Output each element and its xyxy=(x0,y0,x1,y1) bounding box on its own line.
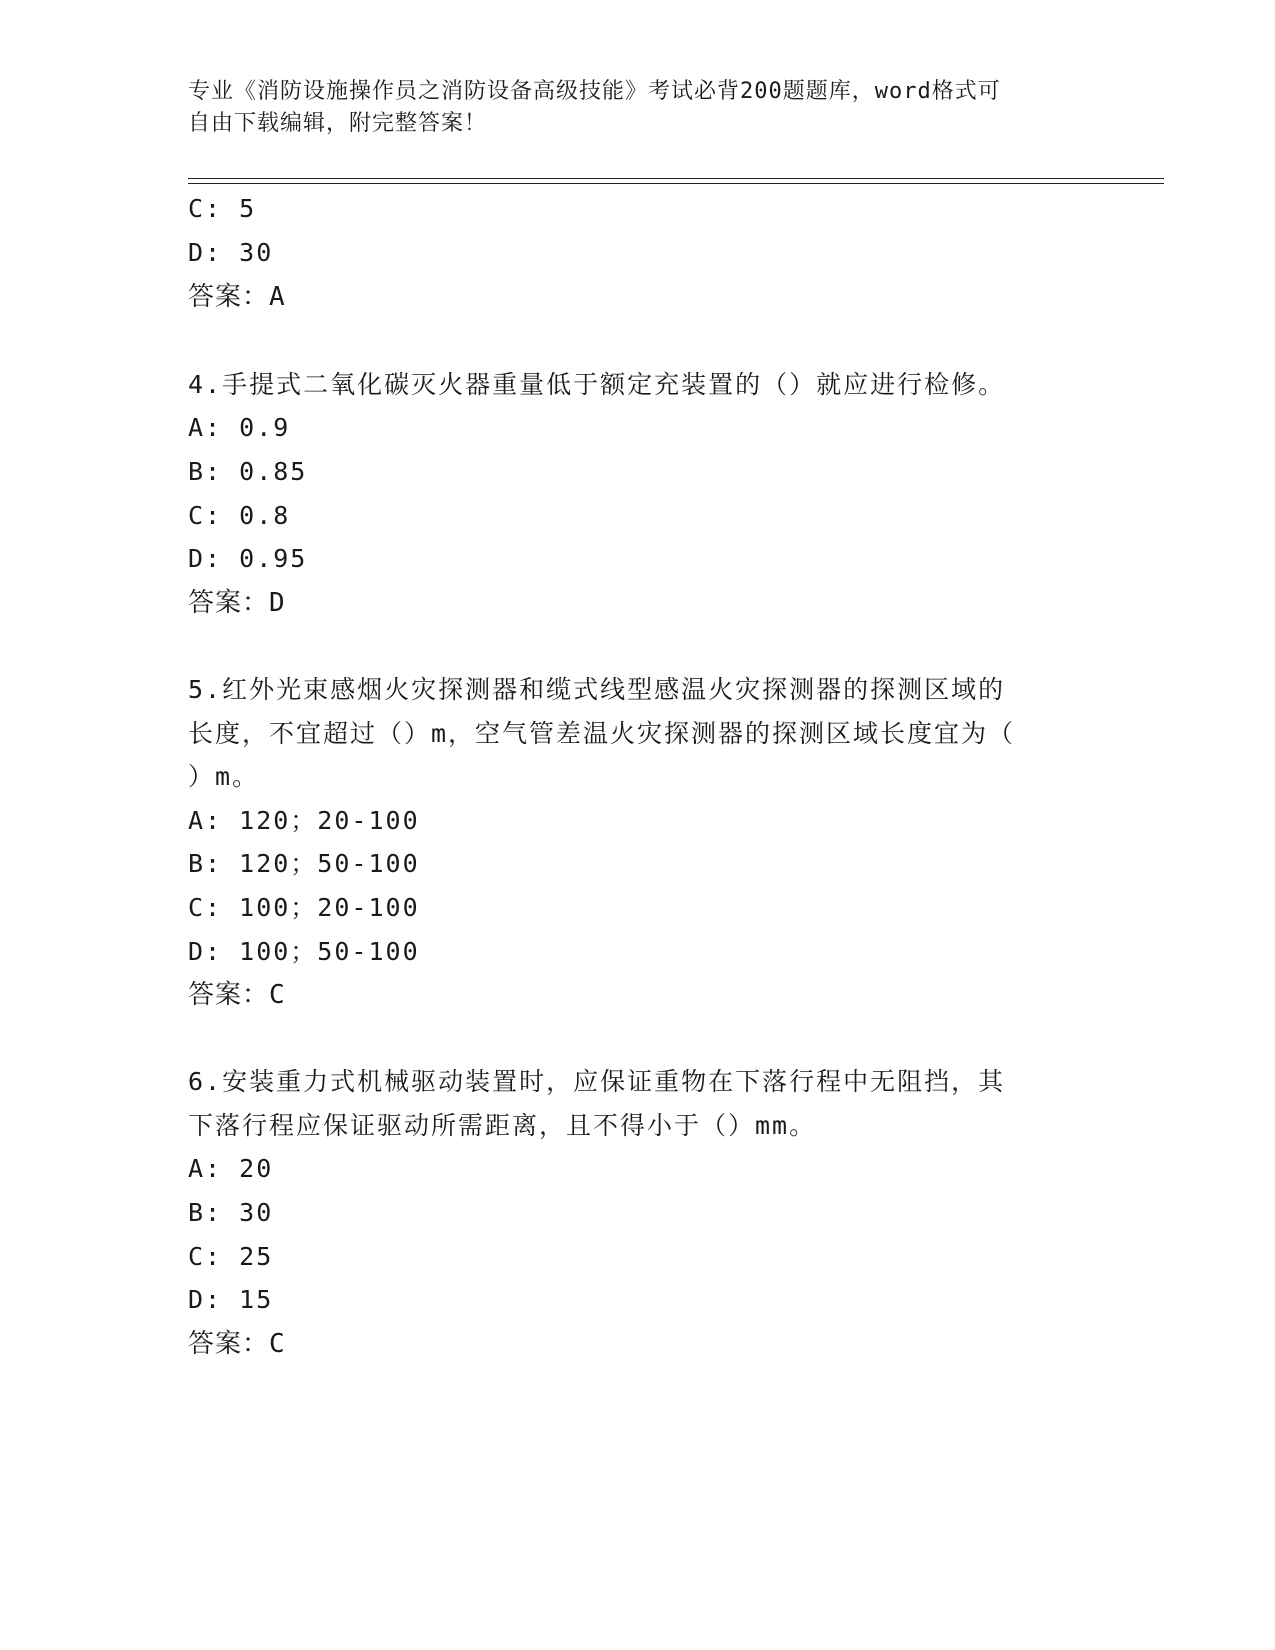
q6-option-c: C: 25 xyxy=(188,1242,274,1271)
q6-option-a: A: 20 xyxy=(188,1154,274,1183)
prev-option-c: C: 5 xyxy=(188,194,257,223)
q6-answer: 答案：C xyxy=(188,1329,286,1359)
header-divider-bottom xyxy=(188,183,1164,184)
q5-option-a: A: 120；20-100 xyxy=(188,806,420,835)
q5-option-b: B: 120；50-100 xyxy=(188,849,420,878)
q6-stem-line-2: 下落行程应保证驱动所需距离，且不得小于（）mm。 xyxy=(188,1111,817,1140)
q6-option-b: B: 30 xyxy=(188,1198,274,1227)
q4-option-b: B: 0.85 xyxy=(188,457,308,486)
document-header xyxy=(188,76,1068,140)
header-title-line-1: 专业《消防设施操作员之消防设备高级技能》考试必背200题题库，word格式可 xyxy=(188,79,1001,104)
q5-answer: 答案：C xyxy=(188,980,286,1010)
q4-option-a: A: 0.9 xyxy=(188,413,291,442)
header-divider-top xyxy=(188,178,1164,179)
q6-option-d: D: 15 xyxy=(188,1285,274,1314)
q6-stem-line-1: 6.安装重力式机械驱动装置时，应保证重物在下落行程中无阻挡，其 xyxy=(188,1067,1006,1096)
header-title-line-2: 自由下载编辑，附完整答案！ xyxy=(188,111,488,136)
q5-stem-line-1: 5.红外光束感烟火灾探测器和缆式线型感温火灾探测器的探测区域的 xyxy=(188,675,1006,704)
q5-stem-line-3: ）m。 xyxy=(188,762,260,791)
q4-answer: 答案：D xyxy=(188,588,286,618)
q4-option-d: D: 0.95 xyxy=(188,544,308,573)
prev-answer: 答案：A xyxy=(188,282,286,312)
q4-stem-line-1: 4.手提式二氧化碳灭火器重量低于额定充装置的（）就应进行检修。 xyxy=(188,370,1006,399)
q5-stem-line-2: 长度，不宜超过（）m，空气管差温火灾探测器的探测区域长度宜为（ xyxy=(188,719,1016,748)
q4-option-c: C: 0.8 xyxy=(188,501,291,530)
q5-option-d: D: 100；50-100 xyxy=(188,937,420,966)
prev-option-d: D: 30 xyxy=(188,238,274,267)
q5-option-c: C: 100；20-100 xyxy=(188,893,420,922)
